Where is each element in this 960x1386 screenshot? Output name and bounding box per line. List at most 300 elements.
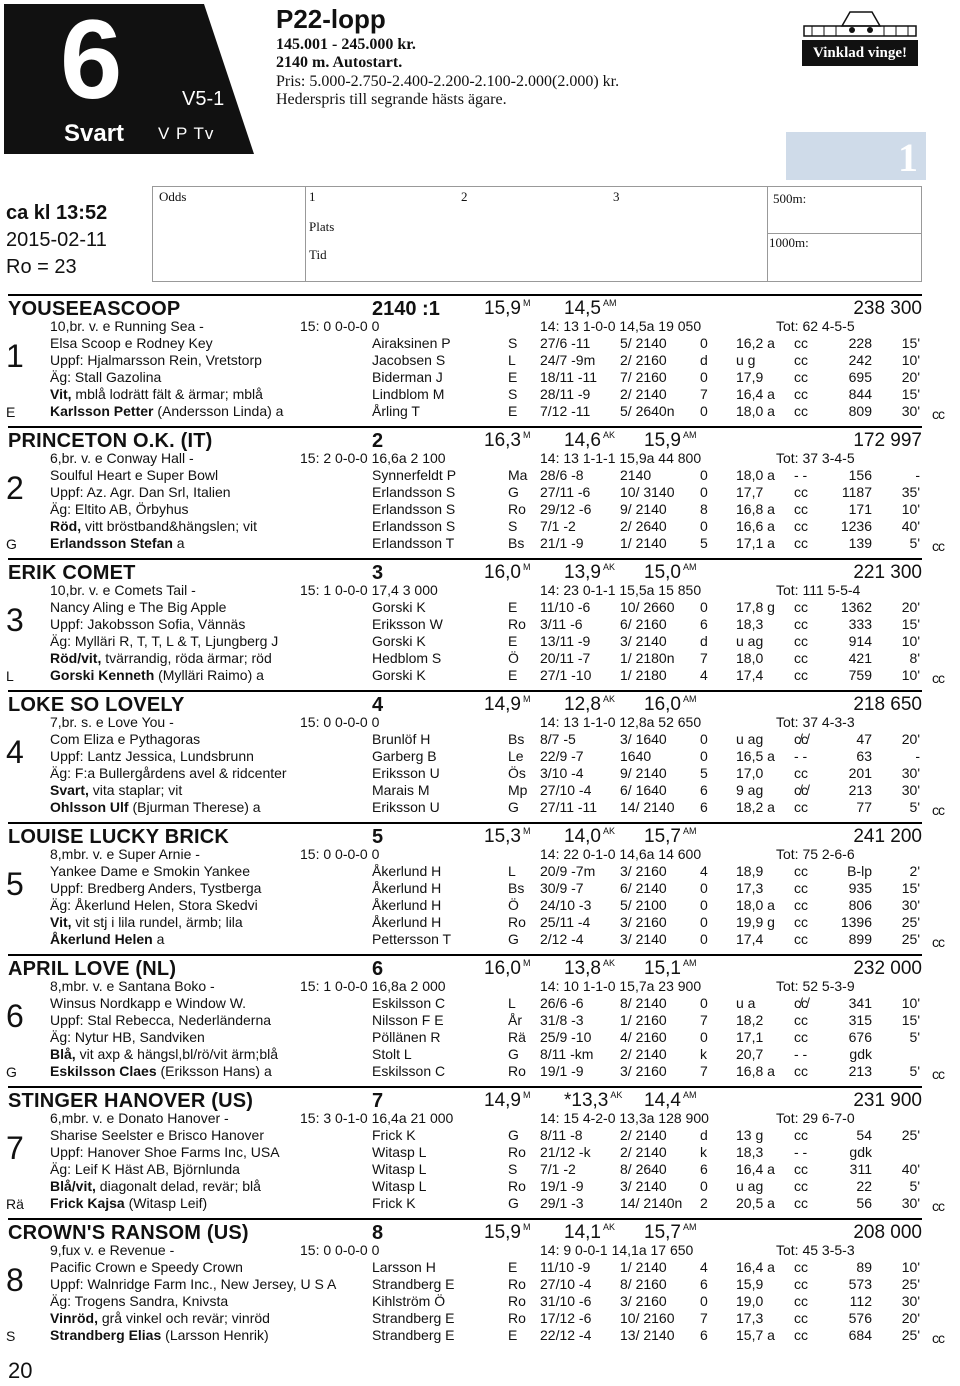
- horse-info: Frick Kajsa (Witasp Leif): [50, 1195, 208, 1211]
- entry-row: [0, 1127, 960, 1144]
- start-distance: 8/ 2640: [620, 1161, 667, 1177]
- entry-row: [0, 1293, 960, 1310]
- post-position: 6: [6, 998, 24, 1034]
- start-time: u ag: [736, 633, 764, 649]
- start-distance: 10/ 2660: [620, 599, 675, 615]
- shoe-tail: cc: [932, 1330, 944, 1346]
- horse-info: Blå, vit axp & hängsl,bl/rö/vit ärm;blå: [50, 1046, 278, 1062]
- shoe-info: cc: [794, 1178, 808, 1194]
- horse-info: Uppf: Bredberg Anders, Tystberga: [50, 880, 262, 896]
- info-bold: Röd/vit,: [50, 650, 102, 666]
- start-time: 16,4 a: [736, 1259, 775, 1275]
- start-track: Ro: [508, 1310, 526, 1326]
- start-odds: 684: [848, 1327, 872, 1343]
- start-place: 0: [700, 518, 708, 534]
- start-prize: 5': [909, 1029, 920, 1045]
- start-track: Rä: [508, 1029, 526, 1045]
- start-prize: 30': [901, 1195, 920, 1211]
- info-bold: Eskilsson Claes: [50, 1063, 157, 1079]
- start-odds: 213: [848, 1063, 872, 1079]
- start-odds: 315: [848, 1012, 872, 1028]
- start-track: S: [508, 518, 518, 534]
- start-track: E: [508, 1327, 518, 1343]
- start-distance: 3/ 2140: [620, 1178, 667, 1194]
- start-driver: Stolt L: [372, 1046, 412, 1062]
- start-date: 21/1 -9: [540, 535, 584, 551]
- earnings: 232 000: [853, 958, 922, 979]
- start-time: 17,1: [736, 1029, 764, 1045]
- start-time: u g: [736, 352, 756, 368]
- shoe-tail: cc: [932, 538, 944, 554]
- horse-info: Vit, mblå lodrätt fält & ärmar; mblå: [50, 386, 263, 402]
- start-place: 6: [700, 1276, 708, 1292]
- start-track: Le: [508, 748, 524, 764]
- start-prize: 25': [901, 1127, 920, 1143]
- start-date: 8/7 -5: [540, 731, 576, 747]
- start-distance: 4/ 2160: [620, 1029, 667, 1045]
- start-prize: 10': [901, 501, 920, 517]
- start-time: 16,8 a: [736, 501, 775, 517]
- prev-season-stat: 14: 23 0-1-1 15,5a 15 850: [540, 582, 702, 598]
- horse-name: ERIK COMET: [8, 562, 136, 584]
- horse-name: LOUISE LUCKY BRICK: [8, 826, 230, 848]
- horse-entry: [0, 1218, 960, 1350]
- start-driver: Åkerlund H: [372, 914, 442, 930]
- entry-row: [0, 1161, 960, 1178]
- start-prize: 25': [901, 931, 920, 947]
- info-bold: Blå/vit,: [50, 1178, 96, 1194]
- post-position: 2: [6, 470, 24, 506]
- start-odds: 341: [848, 995, 872, 1011]
- start-place: 7: [700, 386, 708, 402]
- record-time: 16,3 $^M$: [484, 430, 531, 451]
- start-distance: 14/ 2140: [620, 799, 675, 815]
- shoe-info: cc: [794, 863, 808, 879]
- entry-row: [0, 1242, 960, 1259]
- entry-row: [0, 880, 960, 897]
- record-time: 14,9 $^M$: [484, 1090, 531, 1111]
- start-odds: 112: [849, 1293, 872, 1309]
- record-type: AK: [602, 562, 615, 572]
- info-bold: Blå,: [50, 1046, 76, 1062]
- start-place: 2: [700, 1195, 708, 1211]
- entry-row: [0, 484, 960, 501]
- start-date: 3/10 -4: [540, 765, 584, 781]
- grid-col-3: 3: [613, 189, 620, 204]
- record-type: AK: [602, 958, 615, 968]
- start-place: d: [700, 352, 708, 368]
- driver-code: G: [6, 1064, 17, 1080]
- start-time: 17,3: [736, 1310, 764, 1326]
- record-time: 13,9 $^{AK}$: [564, 562, 615, 583]
- start-prize: 25': [901, 1276, 920, 1292]
- start-date: 28/6 -8: [540, 467, 584, 483]
- shoe-info: cc: [794, 1029, 808, 1045]
- entry-row: [0, 369, 960, 386]
- start-time: 17,1 a: [736, 535, 775, 551]
- start-place: 6: [700, 782, 708, 798]
- start-prize: 30': [901, 897, 920, 913]
- post-position: 1: [6, 338, 24, 374]
- start-track: G: [508, 1046, 519, 1062]
- race-distance: 2140 m. Autostart.: [276, 54, 403, 72]
- start-driver: Gorski K: [372, 667, 426, 683]
- start-date: 2/12 -4: [540, 931, 584, 947]
- start-distance: 13/ 2140: [620, 1327, 675, 1343]
- start-time: 17,3: [736, 880, 764, 896]
- start-odds: 201: [848, 765, 872, 781]
- start-track: E: [508, 369, 518, 385]
- start-time: 13 g: [736, 1127, 764, 1143]
- post-position: 7: [6, 1130, 24, 1166]
- start-place: 0: [700, 599, 708, 615]
- shoe-info: cc: [794, 1161, 808, 1177]
- start-driver: Eskilsson C: [372, 995, 446, 1011]
- start-place: 6: [700, 1327, 708, 1343]
- race-title: P22-lopp: [276, 4, 386, 34]
- entry-row: [0, 535, 960, 552]
- start-date: 19/1 -9: [540, 1178, 584, 1194]
- start-date: 11/10 -9: [540, 1259, 591, 1275]
- race-date: 2015-02-11: [6, 229, 107, 251]
- entry-row: [0, 501, 960, 518]
- start-prize: 10': [901, 667, 920, 683]
- start-track: E: [508, 1259, 518, 1275]
- driver-code: S: [6, 1328, 16, 1344]
- entry-row: [0, 450, 960, 467]
- shoe-info: cc: [794, 1063, 808, 1079]
- start-driver: Strandberg E: [372, 1327, 455, 1343]
- prev-season-stat: 14: 10 1-1-0 15,7a 23 900: [540, 978, 702, 994]
- total-stat: Tot: 45 3-5-3: [776, 1242, 855, 1258]
- start-track: Bs: [508, 535, 525, 551]
- horse-header: [8, 954, 922, 978]
- start-track: Ro: [508, 501, 526, 517]
- horse-info: Vit, vit stj i lila rundel, ärmb; lila: [50, 914, 243, 930]
- start-place: 0: [700, 335, 708, 351]
- start-place: 0: [700, 467, 708, 483]
- start-prize: -: [915, 467, 920, 483]
- season-stat: 15: 0 0-0-0 0: [300, 1242, 380, 1258]
- season-stat: 15: 0 0-0-0 0: [300, 318, 380, 334]
- shoe-info: - -: [794, 1144, 808, 1160]
- start-time: 18,2 a: [736, 799, 775, 815]
- start-place: 8: [700, 501, 708, 517]
- start-distance: 7/ 2160: [620, 369, 667, 385]
- start-prize: 15': [901, 880, 920, 896]
- start-odds: 676: [848, 1029, 872, 1045]
- earnings: 241 200: [853, 826, 922, 847]
- record-type: M: [522, 826, 531, 836]
- start-track: Ma: [508, 467, 528, 483]
- record-time: 15,9 $^{AM}$: [644, 430, 697, 451]
- shoe-tail: cc: [932, 1066, 944, 1082]
- record-type: M: [522, 562, 531, 572]
- start-odds: 63: [856, 748, 872, 764]
- start-track: G: [508, 799, 519, 815]
- start-place: 4: [700, 863, 708, 879]
- start-odds: 54: [856, 1127, 872, 1143]
- start-place: 0: [700, 403, 708, 419]
- start-prize: 10': [901, 1259, 920, 1275]
- entry-row: [0, 403, 960, 420]
- horse-info: Karlsson Petter (Andersson Linda) a: [50, 403, 284, 419]
- start-time: 16,4 a: [736, 386, 775, 402]
- horse-name: CROWN'S RANSOM (US): [8, 1222, 249, 1244]
- entry-row: [0, 714, 960, 731]
- horse-info: Yankee Dame e Smokin Yankee: [50, 863, 251, 879]
- earnings: 231 900: [853, 1090, 922, 1111]
- start-distance: 6/ 2140: [620, 880, 667, 896]
- shoe-info: cc: [794, 897, 808, 913]
- start-driver: Garberg B: [372, 748, 437, 764]
- entry-row: [0, 352, 960, 369]
- record-type: AK: [602, 694, 615, 704]
- start-date: 18/11 -11: [540, 369, 598, 385]
- info-bold: Erlandsson Stefan: [50, 535, 173, 551]
- start-distance: 3/ 2160: [620, 1293, 667, 1309]
- start-driver: Witasp L: [372, 1178, 427, 1194]
- start-track: G: [508, 1195, 519, 1211]
- start-prize: 30': [901, 1293, 920, 1309]
- start-time: 18,3: [736, 1144, 764, 1160]
- season-stat: 15: 3 0-1-0 16,4a 21 000: [300, 1110, 454, 1126]
- info-bold: Vinröd,: [50, 1310, 98, 1326]
- start-place: 0: [700, 369, 708, 385]
- qualification-badge: [786, 132, 926, 180]
- horse-info: Äg: Stall Gazolina: [50, 369, 162, 385]
- earnings: 221 300: [853, 562, 922, 583]
- start-distance: 6/ 1640: [620, 782, 667, 798]
- info-bold: Frick Kajsa: [50, 1195, 125, 1211]
- shoe-tail: cc: [932, 670, 944, 686]
- horse-info: 6,mbr. v. e Donato Hanover -: [50, 1110, 229, 1126]
- start-track: År: [508, 1012, 522, 1028]
- horse-header: [8, 822, 922, 846]
- shoe-tail: cc: [932, 934, 944, 950]
- horse-info: Äg: Eltito AB, Örbyhus: [50, 501, 189, 517]
- start-date: 27/11 -6: [540, 484, 591, 500]
- shoe-info: cc: [794, 1259, 808, 1275]
- record-time: 15,1 $^{AM}$: [644, 958, 697, 979]
- prize-range: 145.001 - 245.000 kr.: [276, 36, 416, 53]
- horse-info: 8,mbr. v. e Santana Boko -: [50, 978, 215, 994]
- horse-name: APRIL LOVE (NL): [8, 958, 177, 980]
- horse-info: Uppf: Az. Agr. Dan Srl, Italien: [50, 484, 231, 500]
- start-prize: -: [915, 748, 920, 764]
- start-number: 4: [372, 694, 384, 716]
- info-bold: Röd,: [50, 518, 82, 534]
- start-date: 25/9 -10: [540, 1029, 592, 1045]
- start-place: d: [700, 633, 708, 649]
- record-type: AM: [682, 430, 697, 440]
- start-track: Ö: [508, 897, 519, 913]
- record-type: AM: [682, 694, 697, 704]
- record-type: M: [522, 1090, 531, 1100]
- start-place: 0: [700, 1029, 708, 1045]
- start-time: 17,8 g: [736, 599, 775, 615]
- start-odds: 695: [848, 369, 872, 385]
- start-distance: 1/ 2140: [620, 535, 667, 551]
- horse-info: Äg: F:a Bullergårdens avel & ridcenter: [50, 765, 287, 781]
- start-prize: 25': [901, 1327, 920, 1343]
- record-time: 14,5 $^{AM}$: [564, 298, 617, 319]
- driver-code: L: [6, 668, 14, 684]
- entry-row: [0, 650, 960, 667]
- start-driver: Åkerlund H: [372, 880, 442, 896]
- vinklad-vinge-logo: [802, 6, 918, 66]
- start-number: 2140 :1: [372, 298, 440, 320]
- entry-row: [0, 582, 960, 599]
- record-type: AM: [682, 958, 697, 968]
- start-distance: 10/ 2160: [620, 1310, 675, 1326]
- record-type: M: [522, 1222, 531, 1232]
- horse-info: 9,fux v. e Revenue -: [50, 1242, 175, 1258]
- start-date: 20/11 -7: [540, 650, 591, 666]
- entry-row: [0, 731, 960, 748]
- start-driver: Åkerlund H: [372, 863, 442, 879]
- entry-row: [0, 1178, 960, 1195]
- horse-entry: [0, 426, 960, 558]
- start-place: 0: [700, 748, 708, 764]
- horse-info: Eskilsson Claes (Eriksson Hans) a: [50, 1063, 272, 1079]
- start-driver: Lindblom M: [372, 386, 445, 402]
- horse-info: Äg: Nytur HB, Sandviken: [50, 1029, 205, 1045]
- start-odds: 809: [848, 403, 872, 419]
- start-time: 19,9 g: [736, 914, 775, 930]
- start-odds: 935: [848, 880, 872, 896]
- horse-info: Äg: Leif K Häst AB, Björnlunda: [50, 1161, 240, 1177]
- entry-row: [0, 782, 960, 799]
- total-stat: Tot: 37 4-3-3: [776, 714, 855, 730]
- start-time: 20,7: [736, 1046, 764, 1062]
- start-date: 17/12 -6: [540, 1310, 592, 1326]
- horse-entry: [0, 822, 960, 954]
- start-track: L: [508, 352, 516, 368]
- start-time: ca kl 13:52: [6, 202, 108, 224]
- horse-info: Äg: Trogens Sandra, Knivsta: [50, 1293, 229, 1309]
- entry-row: [0, 599, 960, 616]
- horse-name: YOUSEEASCOOP: [8, 298, 181, 320]
- record-time: 14,9 $^M$: [484, 694, 531, 715]
- horse-entry: [0, 294, 960, 426]
- horse-info: Uppf: Jakobsson Sofia, Vännäs: [50, 616, 246, 632]
- start-odds: 156: [848, 467, 872, 483]
- wing-icon: [802, 6, 918, 40]
- start-place: 6: [700, 616, 708, 632]
- entry-row: [0, 931, 960, 948]
- total-stat: Tot: 52 5-3-9: [776, 978, 855, 994]
- start-odds: gdk: [849, 1046, 872, 1062]
- horse-info: Strandberg Elias (Larsson Henrik): [50, 1327, 269, 1343]
- start-distance: 3/ 2160: [620, 863, 667, 879]
- start-time: u a: [736, 995, 756, 1011]
- start-driver: Årling T: [372, 403, 420, 419]
- info-bold: Vit,: [50, 914, 72, 930]
- start-driver: Larsson H: [372, 1259, 436, 1275]
- horse-info: Uppf: Lantz Jessica, Lundsbrunn: [50, 748, 254, 764]
- start-time: 16,8 a: [736, 1063, 775, 1079]
- start-distance: 14/ 2140n: [620, 1195, 683, 1211]
- record-type: AM: [682, 826, 697, 836]
- start-date: 8/11 -km: [540, 1046, 594, 1062]
- start-date: 24/7 -9m: [540, 352, 596, 368]
- start-time: 16,2 a: [736, 335, 775, 351]
- start-driver: Erlandsson S: [372, 484, 456, 500]
- shoe-tail: cc: [932, 802, 944, 818]
- start-driver: Kihlström Ö: [372, 1293, 446, 1309]
- start-date: 21/12 -k: [540, 1144, 591, 1160]
- start-odds: 242: [848, 352, 872, 368]
- start-date: 27/10 -4: [540, 782, 592, 798]
- start-place: 0: [700, 995, 708, 1011]
- start-driver: Eriksson U: [372, 765, 440, 781]
- m500-label: 500m:: [773, 191, 807, 206]
- start-odds: 89: [856, 1259, 872, 1275]
- record-type: AM: [602, 298, 617, 308]
- horse-entry: [0, 558, 960, 690]
- start-track: Mp: [508, 782, 528, 798]
- driver-code: Rä: [6, 1196, 24, 1212]
- start-place: 0: [700, 931, 708, 947]
- total-stat: Tot: 29 6-7-0: [776, 1110, 855, 1126]
- start-odds: 333: [848, 616, 872, 632]
- start-distance: 2/ 2140: [620, 1144, 667, 1160]
- start-odds: 311: [849, 1161, 872, 1177]
- horse-entry: [0, 954, 960, 1086]
- start-driver: Erlandsson S: [372, 518, 456, 534]
- record-type: AM: [682, 562, 697, 572]
- start-distance: 3/ 2140: [620, 931, 667, 947]
- start-place: 0: [700, 1178, 708, 1194]
- earnings: 218 650: [853, 694, 922, 715]
- race-badge: [4, 0, 254, 154]
- shoe-info: cc: [794, 518, 808, 534]
- shoe-info: cc: [794, 1327, 808, 1343]
- start-driver: Pettersson T: [372, 931, 452, 947]
- start-driver: Witasp L: [372, 1161, 427, 1177]
- start-number: 8: [372, 1222, 384, 1244]
- start-place: 0: [700, 914, 708, 930]
- earnings: 238 300: [853, 298, 922, 319]
- shoe-info: cc: [794, 403, 808, 419]
- record-type: AM: [682, 1090, 697, 1100]
- start-date: 8/11 -8: [540, 1127, 583, 1143]
- start-track: Bs: [508, 731, 525, 747]
- start-driver: Frick K: [372, 1195, 416, 1211]
- start-prize: 30': [901, 765, 920, 781]
- season-stat: 15: 1 0-0-0 17,4 3 000: [300, 582, 438, 598]
- start-driver: Åkerlund H: [372, 897, 442, 913]
- start-distance: 8/ 2160: [620, 1276, 667, 1292]
- horse-info: 10,br. v. e Comets Tail -: [50, 582, 196, 598]
- start-date: 28/11 -9: [540, 386, 591, 402]
- start-place: 0: [700, 1293, 708, 1309]
- entry-row: [0, 1327, 960, 1344]
- start-track: Ro: [508, 1063, 526, 1079]
- start-odds: 914: [848, 633, 872, 649]
- start-place: 6: [700, 799, 708, 815]
- start-time: 16,5 a: [736, 748, 775, 764]
- start-odds: 228: [848, 335, 872, 351]
- start-distance: 5/ 2100: [620, 897, 667, 913]
- total-stat: Tot: 37 3-4-5: [776, 450, 855, 466]
- post-position: 8: [6, 1262, 24, 1298]
- shoe-info: cc: [794, 633, 808, 649]
- start-date: 22/9 -7: [540, 748, 584, 764]
- horse-info: 10,br. v. e Running Sea -: [50, 318, 204, 334]
- prev-season-stat: 14: 13 1-1-1 15,9a 44 800: [540, 450, 702, 466]
